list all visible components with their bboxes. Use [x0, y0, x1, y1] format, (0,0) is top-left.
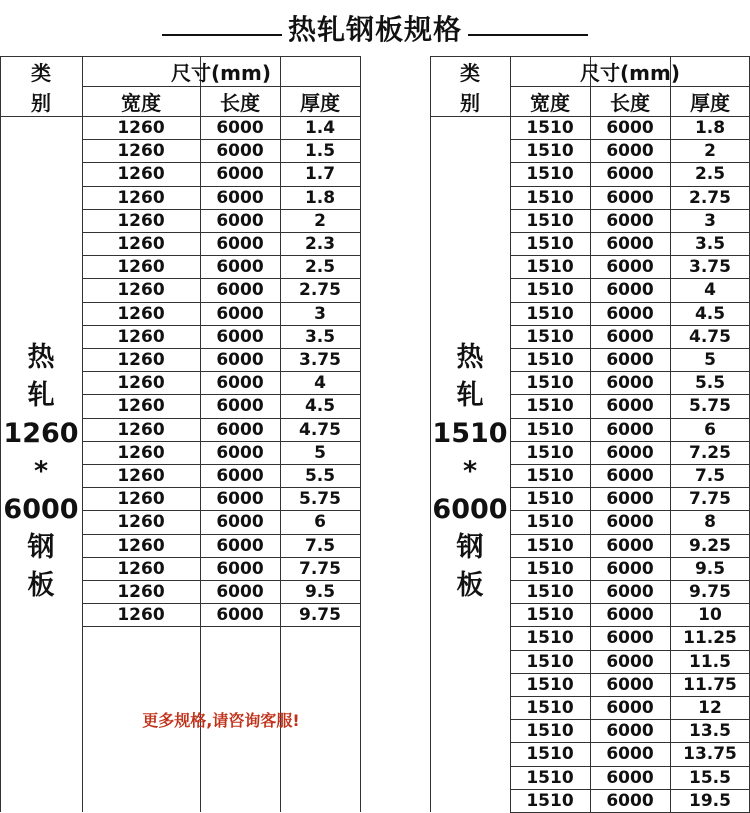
- right-cell-width: 1510: [526, 721, 574, 742]
- right-cell-length: 6000: [606, 674, 654, 695]
- title-underline-left: [162, 20, 282, 36]
- left-cell-thickness: 4: [314, 373, 326, 394]
- right-cell-width: 1510: [526, 187, 574, 208]
- left-cell-length: 6000: [216, 558, 264, 579]
- right-cell-thickness: 8: [704, 512, 716, 533]
- right-cell-width: 1510: [526, 280, 574, 301]
- spec-table: [0, 56, 750, 812]
- left-cell-length: 6000: [216, 303, 264, 324]
- width-header: 宽度: [121, 90, 161, 115]
- right-cell-length: 6000: [606, 512, 654, 533]
- left-cell-width: 1260: [117, 373, 165, 394]
- right-cell-thickness: 9.75: [689, 582, 731, 602]
- left-cell-width: 1260: [117, 303, 165, 324]
- left-category-label-part: 轧: [27, 380, 55, 411]
- left-cell-thickness: 5: [314, 442, 326, 463]
- left-cell-thickness: 2.3: [304, 234, 336, 254]
- right-cell-length: 6000: [606, 350, 654, 370]
- right-cell-thickness: 7.25: [689, 442, 731, 463]
- left-cell-width: 1260: [117, 326, 165, 347]
- right-cell-thickness: 11.25: [683, 628, 737, 649]
- left-cell-width: 1260: [117, 442, 165, 463]
- right-cell-thickness: 5: [704, 350, 716, 370]
- right-cell-thickness: 4: [704, 280, 716, 301]
- right-cell-thickness: 5.75: [689, 396, 731, 417]
- title-underline-right: [468, 20, 588, 36]
- left-cell-width: 1260: [117, 280, 165, 301]
- right-cell-thickness: 12: [698, 698, 722, 718]
- right-cell-length: 6000: [606, 790, 654, 811]
- left-cell-thickness: 1.8: [304, 187, 336, 208]
- right-cell-length: 6000: [606, 721, 654, 742]
- right-cell-thickness: 3: [704, 210, 716, 231]
- right-category-label: [430, 339, 510, 605]
- right-cell-width: 1510: [526, 373, 574, 394]
- right-cell-thickness: 4.75: [689, 326, 731, 347]
- left-cell-width: 1260: [117, 419, 165, 440]
- left-cell-thickness: 6: [314, 512, 326, 533]
- left-category-label-part: 1260: [3, 418, 79, 449]
- right-cell-width: 1510: [526, 628, 574, 649]
- right-cell-thickness: 9.5: [694, 558, 726, 579]
- left-category-label-part: *: [33, 456, 49, 487]
- thickness-header: 厚度: [690, 90, 730, 115]
- right-cell-thickness: 13.5: [689, 721, 731, 742]
- right-cell-length: 6000: [606, 744, 654, 765]
- left-cell-length: 6000: [216, 442, 264, 463]
- left-category-label-part: 6000: [3, 494, 79, 525]
- right-cell-thickness: 11.75: [683, 674, 737, 695]
- left-cell-thickness: 1.5: [304, 141, 336, 162]
- left-cell-width: 1260: [117, 535, 165, 556]
- right-cell-width: 1510: [526, 744, 574, 765]
- left-cell-length: 6000: [216, 210, 264, 231]
- right-cell-length: 6000: [606, 373, 654, 394]
- right-cell-length: 6000: [606, 280, 654, 301]
- right-cell-thickness: 4.5: [694, 303, 726, 324]
- width-header: 宽度: [530, 90, 570, 115]
- left-cell-length: 6000: [216, 187, 264, 208]
- category-header-top: 类: [460, 60, 480, 85]
- left-category-label: [0, 339, 82, 605]
- right-cell-length: 6000: [606, 396, 654, 417]
- right-cell-width: 1510: [526, 164, 574, 185]
- left-cell-thickness: 3.5: [304, 326, 336, 347]
- left-cell-thickness: 4.5: [304, 396, 336, 417]
- right-cell-length: 6000: [606, 466, 654, 486]
- right-cell-width: 1510: [526, 767, 574, 788]
- left-cell-width: 1260: [117, 605, 165, 626]
- right-cell-length: 6000: [606, 164, 654, 185]
- right-cell-length: 6000: [606, 605, 654, 626]
- left-cell-length: 6000: [216, 350, 264, 370]
- size-header: 尺寸(mm): [580, 60, 680, 85]
- right-cell-length: 6000: [606, 210, 654, 231]
- right-cell-width: 1510: [526, 674, 574, 695]
- left-cell-length: 6000: [216, 373, 264, 394]
- right-cell-thickness: 7.5: [694, 466, 726, 486]
- left-cell-width: 1260: [117, 558, 165, 579]
- left-cell-thickness: 7.5: [304, 535, 336, 556]
- left-cell-thickness: 2.75: [299, 280, 341, 301]
- left-cell-thickness: 5.5: [304, 466, 336, 486]
- right-cell-thickness: 2: [704, 141, 716, 162]
- right-cell-width: 1510: [526, 234, 574, 254]
- left-cell-thickness: 7.75: [299, 558, 341, 579]
- left-cell-width: 1260: [117, 396, 165, 417]
- right-cell-width: 1510: [526, 512, 574, 533]
- left-cell-length: 6000: [216, 582, 264, 602]
- left-cell-width: 1260: [117, 187, 165, 208]
- right-cell-thickness: 15.5: [689, 767, 731, 788]
- right-cell-thickness: 13.75: [683, 744, 737, 765]
- right-cell-width: 1510: [526, 419, 574, 440]
- right-cell-width: 1510: [526, 257, 574, 278]
- right-cell-width: 1510: [526, 605, 574, 626]
- category-header-bottom: 别: [460, 90, 480, 115]
- right-cell-length: 6000: [606, 651, 654, 672]
- left-cell-width: 1260: [117, 257, 165, 278]
- right-category-label-part: 热: [456, 342, 484, 373]
- right-cell-thickness: 9.25: [689, 535, 731, 556]
- right-cell-width: 1510: [526, 790, 574, 811]
- left-cell-length: 6000: [216, 164, 264, 185]
- left-category-label-part: 钢: [27, 532, 55, 563]
- right-cell-thickness: 1.8: [694, 118, 726, 138]
- right-cell-width: 1510: [526, 350, 574, 370]
- right-cell-width: 1510: [526, 698, 574, 718]
- right-cell-width: 1510: [526, 535, 574, 556]
- left-cell-thickness: 3: [314, 303, 326, 324]
- right-cell-thickness: 3.5: [694, 234, 726, 254]
- right-cell-width: 1510: [526, 303, 574, 324]
- right-category-label-part: *: [462, 456, 478, 487]
- left-cell-width: 1260: [117, 234, 165, 254]
- left-cell-length: 6000: [216, 419, 264, 440]
- right-cell-width: 1510: [526, 326, 574, 347]
- right-cell-width: 1510: [526, 489, 574, 510]
- left-cell-width: 1260: [117, 210, 165, 231]
- right-cell-length: 6000: [606, 419, 654, 440]
- left-category-label-part: 热: [27, 342, 55, 373]
- left-cell-thickness: 9.5: [304, 582, 336, 602]
- left-cell-length: 6000: [216, 234, 264, 254]
- right-category-label-part: 轧: [456, 380, 484, 411]
- page-title: [0, 0, 750, 56]
- left-cell-thickness: 3.75: [299, 350, 341, 370]
- right-cell-length: 6000: [606, 326, 654, 347]
- right-cell-width: 1510: [526, 210, 574, 231]
- right-cell-width: 1510: [526, 651, 574, 672]
- right-cell-length: 6000: [606, 187, 654, 208]
- category-header-top: 类: [31, 60, 51, 85]
- left-cell-width: 1260: [117, 118, 165, 138]
- left-cell-length: 6000: [216, 141, 264, 162]
- right-cell-length: 6000: [606, 234, 654, 254]
- left-cell-length: 6000: [216, 466, 264, 486]
- right-cell-length: 6000: [606, 628, 654, 649]
- left-cell-thickness: 2: [314, 210, 326, 231]
- right-category-label-part: 钢: [456, 532, 484, 563]
- right-category-label-part: 1510: [432, 418, 508, 449]
- right-cell-width: 1510: [526, 442, 574, 463]
- left-cell-thickness: 9.75: [299, 605, 341, 626]
- right-cell-length: 6000: [606, 442, 654, 463]
- right-cell-length: 6000: [606, 118, 654, 138]
- left-cell-length: 6000: [216, 512, 264, 533]
- right-cell-length: 6000: [606, 582, 654, 602]
- right-cell-thickness: 19.5: [689, 790, 731, 811]
- right-cell-thickness: 2.75: [689, 187, 731, 208]
- grid-vline: [360, 56, 361, 812]
- right-cell-width: 1510: [526, 396, 574, 417]
- left-cell-length: 6000: [216, 257, 264, 278]
- right-cell-width: 1510: [526, 558, 574, 579]
- right-cell-width: 1510: [526, 466, 574, 486]
- left-cell-thickness: 4.75: [299, 419, 341, 440]
- more-specs-note: 更多规格,请咨询客服!: [142, 711, 300, 730]
- right-cell-thickness: 5.5: [694, 373, 726, 394]
- right-cell-length: 6000: [606, 558, 654, 579]
- left-cell-width: 1260: [117, 489, 165, 510]
- left-cell-thickness: 1.7: [304, 164, 336, 185]
- right-category-label-part: 6000: [432, 494, 508, 525]
- left-category-label-part: 板: [27, 570, 55, 601]
- right-cell-width: 1510: [526, 141, 574, 162]
- right-cell-length: 6000: [606, 698, 654, 718]
- left-cell-thickness: 1.4: [304, 118, 336, 138]
- right-cell-length: 6000: [606, 535, 654, 556]
- right-cell-thickness: 2.5: [694, 164, 726, 185]
- left-cell-length: 6000: [216, 396, 264, 417]
- right-cell-thickness: 3.75: [689, 257, 731, 278]
- right-cell-length: 6000: [606, 489, 654, 510]
- right-cell-thickness: 10: [698, 605, 722, 626]
- left-cell-length: 6000: [216, 605, 264, 626]
- right-category-label-part: 板: [456, 570, 484, 601]
- size-header: 尺寸(mm): [171, 60, 271, 85]
- thickness-header: 厚度: [300, 90, 340, 115]
- left-cell-width: 1260: [117, 164, 165, 185]
- left-cell-length: 6000: [216, 118, 264, 138]
- left-cell-length: 6000: [216, 326, 264, 347]
- left-cell-thickness: 2.5: [304, 257, 336, 278]
- title-text: 热轧钢板规格: [287, 13, 462, 46]
- right-cell-width: 1510: [526, 118, 574, 138]
- right-cell-width: 1510: [526, 582, 574, 602]
- left-cell-length: 6000: [216, 280, 264, 301]
- left-cell-thickness: 5.75: [299, 489, 341, 510]
- left-cell-width: 1260: [117, 512, 165, 533]
- right-cell-length: 6000: [606, 303, 654, 324]
- right-cell-thickness: 6: [704, 419, 716, 440]
- left-cell-width: 1260: [117, 350, 165, 370]
- left-cell-width: 1260: [117, 582, 165, 602]
- right-cell-length: 6000: [606, 767, 654, 788]
- right-cell-length: 6000: [606, 257, 654, 278]
- right-cell-length: 6000: [606, 141, 654, 162]
- left-cell-length: 6000: [216, 489, 264, 510]
- right-cell-thickness: 11.5: [689, 651, 731, 672]
- category-header-bottom: 别: [31, 90, 51, 115]
- right-cell-thickness: 7.75: [689, 489, 731, 510]
- left-cell-length: 6000: [216, 535, 264, 556]
- left-cell-width: 1260: [117, 466, 165, 486]
- length-header: 长度: [610, 90, 650, 115]
- length-header: 长度: [220, 90, 260, 115]
- left-cell-width: 1260: [117, 141, 165, 162]
